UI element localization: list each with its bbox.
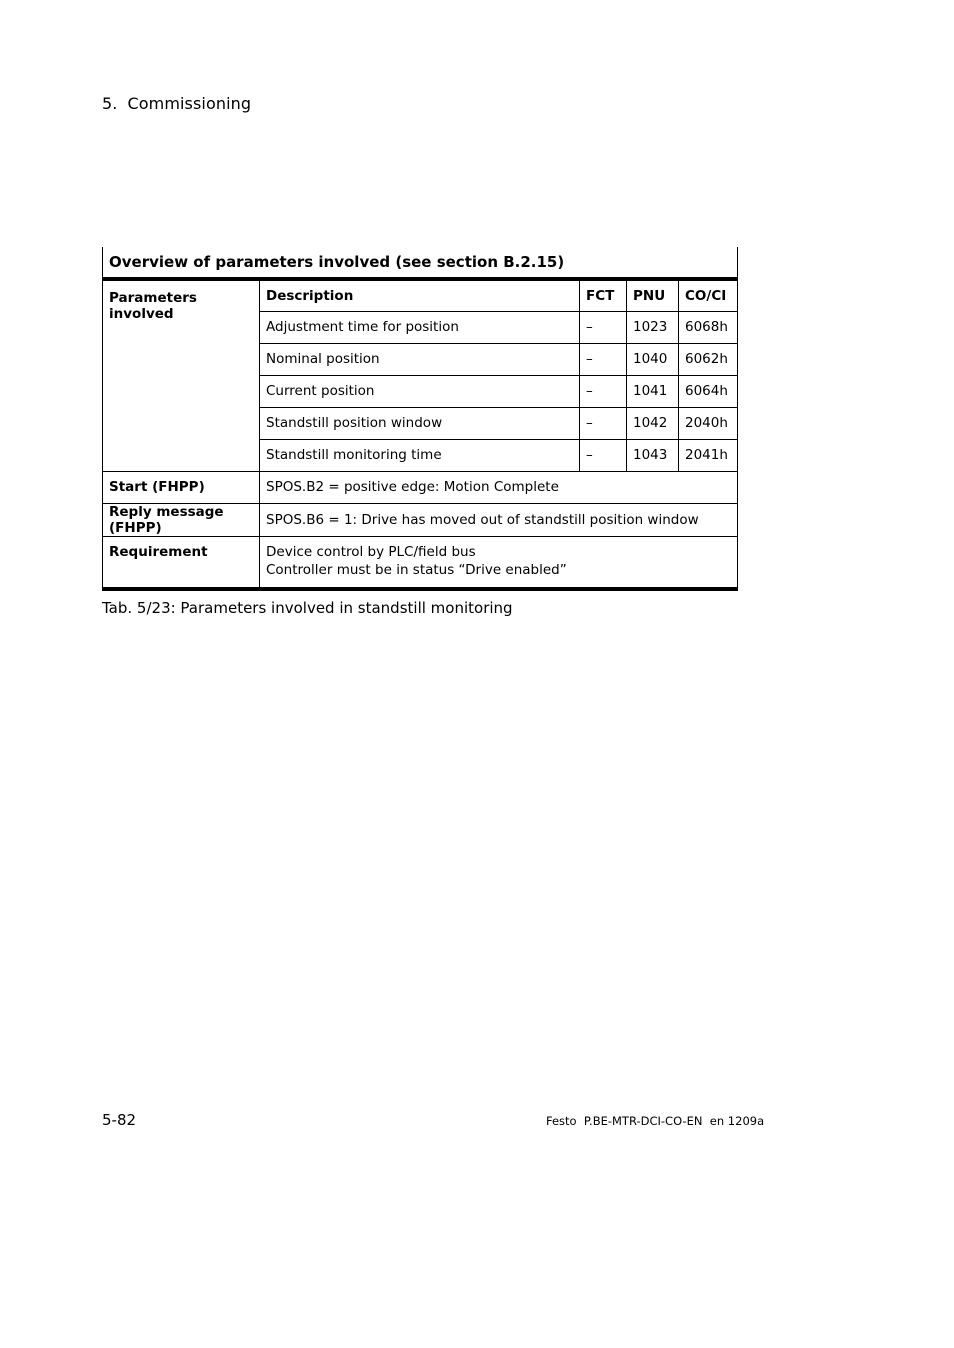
requirement-line-2: Controller must be in status “Drive enabled” xyxy=(266,561,567,578)
row-description: Adjustment time for position xyxy=(260,311,580,343)
requirement-label: Requirement xyxy=(103,536,260,589)
row-fct: – xyxy=(580,439,627,471)
document-reference: Festo P.BE-MTR-DCI-CO-EN en 1209a xyxy=(546,1114,765,1128)
column-header-coci: CO/CI xyxy=(679,279,738,311)
row-pnu: 1040 xyxy=(627,343,679,375)
section-title: Commissioning xyxy=(127,94,252,113)
row-fct: – xyxy=(580,311,627,343)
params-involved-label: Parameters involved xyxy=(103,279,260,471)
reply-row xyxy=(103,503,738,536)
start-row xyxy=(103,471,738,503)
row-coci: 2041h xyxy=(679,439,738,471)
column-header-pnu: PNU xyxy=(627,279,679,311)
row-pnu: 1042 xyxy=(627,407,679,439)
column-header-description: Description xyxy=(260,279,580,311)
row-description: Standstill position window xyxy=(260,407,580,439)
requirement-line-1: Device control by PLC/field bus xyxy=(266,543,476,560)
row-pnu: 1043 xyxy=(627,439,679,471)
requirement-row xyxy=(103,536,738,589)
table-title: Overview of parameters involved (see section B.2.15) xyxy=(103,247,738,279)
table-caption: Tab. 5/23: Parameters involved in standstill monitoring xyxy=(102,599,513,617)
row-description: Standstill monitoring time xyxy=(260,439,580,471)
row-fct: – xyxy=(580,343,627,375)
row-coci: 6064h xyxy=(679,375,738,407)
requirement-value xyxy=(260,536,738,589)
section-number: 5. xyxy=(102,94,118,113)
parameters-table xyxy=(102,247,738,591)
start-label: Start (FHPP) xyxy=(103,471,260,503)
column-header-fct: FCT xyxy=(580,279,627,311)
row-coci: 6062h xyxy=(679,343,738,375)
reply-value: SPOS.B6 = 1: Drive has moved out of standstill position window xyxy=(260,503,738,536)
reply-label: Reply message (FHPP) xyxy=(103,503,260,536)
row-pnu: 1023 xyxy=(627,311,679,343)
section-header xyxy=(102,94,251,113)
row-pnu: 1041 xyxy=(627,375,679,407)
row-coci: 6068h xyxy=(679,311,738,343)
row-coci: 2040h xyxy=(679,407,738,439)
row-description: Nominal position xyxy=(260,343,580,375)
start-value: SPOS.B2 = positive edge: Motion Complete xyxy=(260,471,738,503)
page-number: 5-82 xyxy=(102,1111,137,1129)
row-fct: – xyxy=(580,407,627,439)
row-description: Current position xyxy=(260,375,580,407)
row-fct: – xyxy=(580,375,627,407)
